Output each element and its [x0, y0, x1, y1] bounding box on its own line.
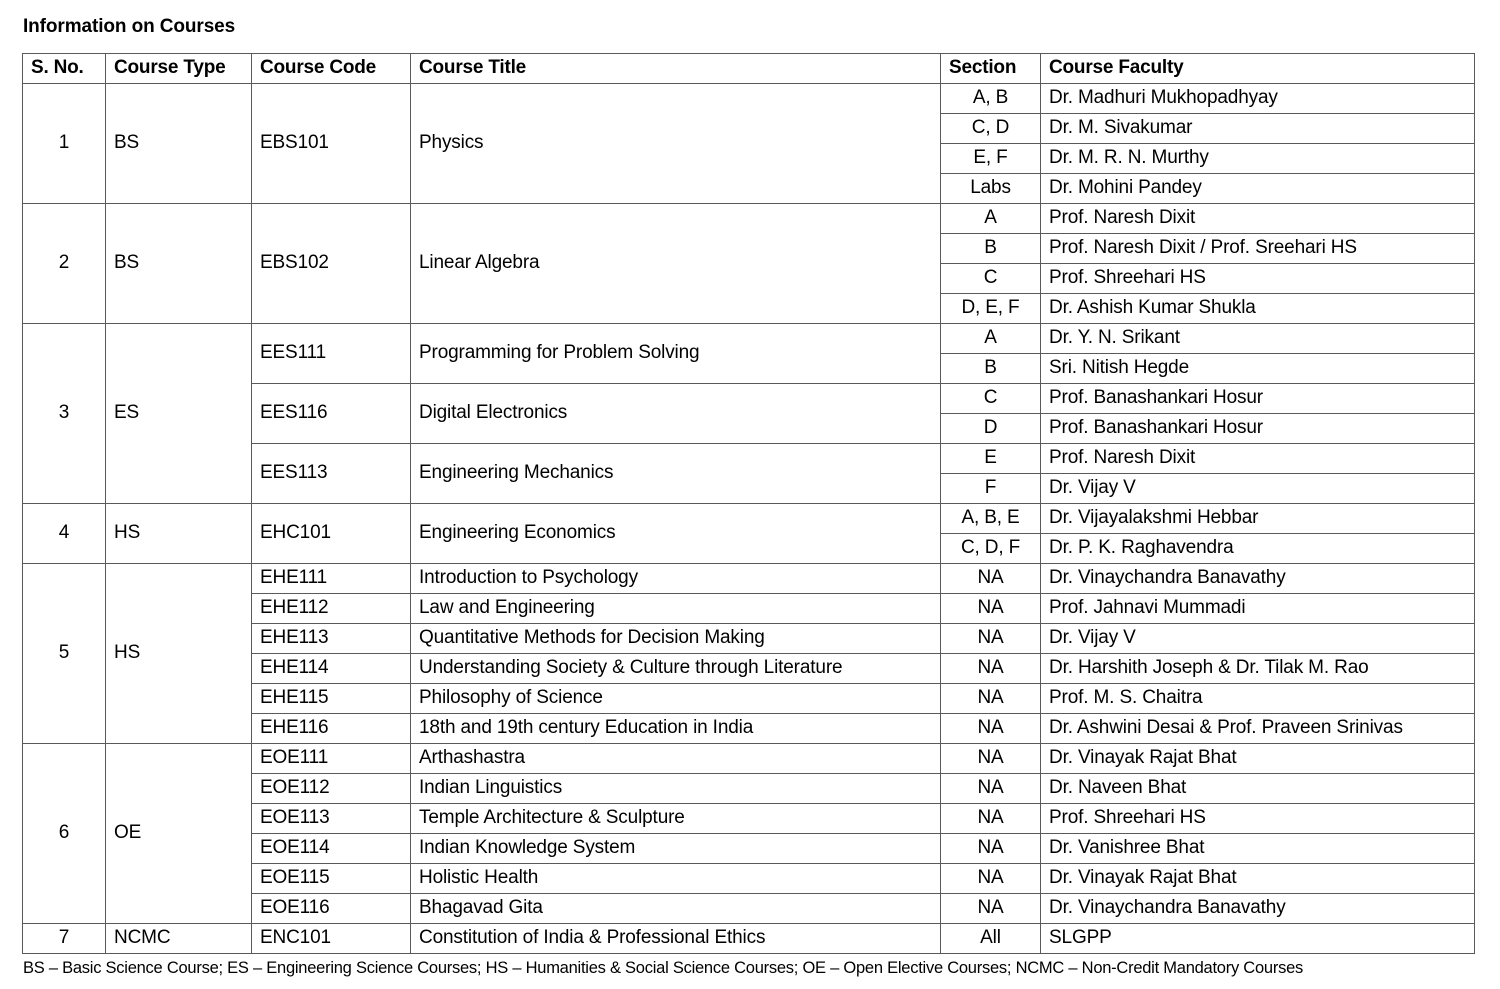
cell-section: A, B	[941, 83, 1041, 113]
cell-section: NA	[941, 623, 1041, 653]
table-row	[23, 203, 1475, 233]
cell-course-code: EOE115	[252, 863, 411, 893]
cell-section: C, D	[941, 113, 1041, 143]
cell-course-faculty: Dr. Vinayak Rajat Bhat	[1041, 743, 1475, 773]
cell-course-title: Physics	[411, 83, 941, 203]
page-title: Information on Courses	[23, 16, 236, 37]
cell-section: F	[941, 473, 1041, 503]
cell-course-faculty: Dr. M. R. N. Murthy	[1041, 143, 1475, 173]
cell-course-type: OE	[106, 743, 252, 923]
cell-course-title: Indian Knowledge System	[411, 833, 941, 863]
cell-course-title: Constitution of India & Professional Ethics	[411, 923, 941, 953]
cell-course-code: EBS101	[252, 83, 411, 203]
cell-course-code: EOE112	[252, 773, 411, 803]
cell-course-faculty: Dr. Ashish Kumar Shukla	[1041, 293, 1475, 323]
table-body	[23, 83, 1475, 953]
cell-course-title: Digital Electronics	[411, 383, 941, 443]
cell-course-title: Law and Engineering	[411, 593, 941, 623]
cell-course-title: Understanding Society & Culture through Literature	[411, 653, 941, 683]
cell-course-code: ENC101	[252, 923, 411, 953]
table-row	[23, 503, 1475, 533]
cell-section: Labs	[941, 173, 1041, 203]
cell-section: All	[941, 923, 1041, 953]
cell-section: E	[941, 443, 1041, 473]
column-header-course-type: Course Type	[106, 53, 252, 83]
cell-course-faculty: Dr. Mohini Pandey	[1041, 173, 1475, 203]
cell-section: B	[941, 233, 1041, 263]
cell-course-faculty: Dr. Ashwini Desai & Prof. Praveen Srinivas	[1041, 713, 1475, 743]
cell-sno: 3	[23, 323, 106, 503]
cell-course-title: 18th and 19th century Education in India	[411, 713, 941, 743]
cell-course-faculty: Prof. Banashankari Hosur	[1041, 383, 1475, 413]
cell-course-faculty: Dr. M. Sivakumar	[1041, 113, 1475, 143]
cell-course-type: NCMC	[106, 923, 252, 953]
cell-section: A	[941, 203, 1041, 233]
cell-course-faculty: Dr. Vijayalakshmi Hebbar	[1041, 503, 1475, 533]
cell-course-code: EOE111	[252, 743, 411, 773]
cell-course-type: BS	[106, 203, 252, 323]
cell-section: B	[941, 353, 1041, 383]
cell-course-faculty: Prof. M. S. Chaitra	[1041, 683, 1475, 713]
cell-course-faculty: Dr. Vanishree Bhat	[1041, 833, 1475, 863]
cell-course-code: EHE111	[252, 563, 411, 593]
cell-section: NA	[941, 593, 1041, 623]
cell-course-faculty: Dr. Vinaychandra Banavathy	[1041, 893, 1475, 923]
cell-section: NA	[941, 893, 1041, 923]
cell-course-faculty: Dr. Vinaychandra Banavathy	[1041, 563, 1475, 593]
cell-course-code: EHE113	[252, 623, 411, 653]
table-row	[23, 563, 1475, 593]
table-row	[23, 323, 1475, 353]
cell-sno: 6	[23, 743, 106, 923]
cell-section: C, D, F	[941, 533, 1041, 563]
cell-section: NA	[941, 863, 1041, 893]
column-header-course-code: Course Code	[252, 53, 411, 83]
cell-course-faculty: Dr. Vijay V	[1041, 473, 1475, 503]
cell-course-title: Introduction to Psychology	[411, 563, 941, 593]
cell-sno: 7	[23, 923, 106, 953]
cell-course-title: Engineering Economics	[411, 503, 941, 563]
cell-course-faculty: Dr. Madhuri Mukhopadhyay	[1041, 83, 1475, 113]
cell-course-code: EES111	[252, 323, 411, 383]
cell-section: NA	[941, 833, 1041, 863]
cell-section: D	[941, 413, 1041, 443]
cell-sno: 2	[23, 203, 106, 323]
cell-course-faculty: Prof. Banashankari Hosur	[1041, 413, 1475, 443]
cell-section: D, E, F	[941, 293, 1041, 323]
cell-course-faculty: Dr. Harshith Joseph & Dr. Tilak M. Rao	[1041, 653, 1475, 683]
table-row	[23, 923, 1475, 953]
cell-course-type: ES	[106, 323, 252, 503]
column-header-sno: S. No.	[23, 53, 106, 83]
cell-course-code: EOE113	[252, 803, 411, 833]
cell-course-title: Programming for Problem Solving	[411, 323, 941, 383]
cell-course-faculty: Prof. Naresh Dixit	[1041, 203, 1475, 233]
cell-course-faculty: Dr. Vinayak Rajat Bhat	[1041, 863, 1475, 893]
cell-section: NA	[941, 773, 1041, 803]
cell-course-code: EES116	[252, 383, 411, 443]
header-row	[23, 53, 1475, 83]
cell-course-title: Philosophy of Science	[411, 683, 941, 713]
cell-course-title: Engineering Mechanics	[411, 443, 941, 503]
cell-course-title: Arthashastra	[411, 743, 941, 773]
cell-course-faculty: Dr. Naveen Bhat	[1041, 773, 1475, 803]
cell-course-title: Linear Algebra	[411, 203, 941, 323]
table-header	[23, 53, 1475, 83]
cell-section: NA	[941, 683, 1041, 713]
cell-section: A, B, E	[941, 503, 1041, 533]
cell-course-code: EOE114	[252, 833, 411, 863]
cell-sno: 4	[23, 503, 106, 563]
cell-section: C	[941, 383, 1041, 413]
cell-section: C	[941, 263, 1041, 293]
cell-course-code: EHE112	[252, 593, 411, 623]
cell-course-faculty: Dr. P. K. Raghavendra	[1041, 533, 1475, 563]
cell-course-faculty: SLGPP	[1041, 923, 1475, 953]
cell-course-title: Quantitative Methods for Decision Making	[411, 623, 941, 653]
legend-footnote: BS – Basic Science Course; ES – Engineering Science Courses; HS – Humanities & Social Science Courses; OE – Open Elective Courses; NCMC – Non-Credit Mandatory Courses	[23, 958, 1303, 977]
cell-course-faculty: Prof. Shreehari HS	[1041, 803, 1475, 833]
cell-course-faculty: Dr. Y. N. Srikant	[1041, 323, 1475, 353]
cell-sno: 5	[23, 563, 106, 743]
cell-sno: 1	[23, 83, 106, 203]
cell-course-code: EHE114	[252, 653, 411, 683]
table-row	[23, 743, 1475, 773]
column-header-section: Section	[941, 53, 1041, 83]
cell-section: NA	[941, 713, 1041, 743]
cell-course-code: EOE116	[252, 893, 411, 923]
cell-section: A	[941, 323, 1041, 353]
cell-course-faculty: Prof. Naresh Dixit	[1041, 443, 1475, 473]
cell-course-code: EHE116	[252, 713, 411, 743]
cell-course-type: HS	[106, 563, 252, 743]
cell-course-title: Indian Linguistics	[411, 773, 941, 803]
table-row	[23, 83, 1475, 113]
cell-course-type: BS	[106, 83, 252, 203]
cell-course-type: HS	[106, 503, 252, 563]
cell-course-title: Holistic Health	[411, 863, 941, 893]
cell-course-title: Bhagavad Gita	[411, 893, 941, 923]
cell-course-title: Temple Architecture & Sculpture	[411, 803, 941, 833]
cell-section: NA	[941, 653, 1041, 683]
cell-course-faculty: Dr. Vijay V	[1041, 623, 1475, 653]
courses-table	[22, 53, 1475, 954]
cell-course-faculty: Prof. Shreehari HS	[1041, 263, 1475, 293]
cell-section: E, F	[941, 143, 1041, 173]
cell-course-code: EHC101	[252, 503, 411, 563]
cell-course-faculty: Prof. Naresh Dixit / Prof. Sreehari HS	[1041, 233, 1475, 263]
column-header-course-title: Course Title	[411, 53, 941, 83]
column-header-course-faculty: Course Faculty	[1041, 53, 1475, 83]
cell-course-code: EBS102	[252, 203, 411, 323]
cell-section: NA	[941, 563, 1041, 593]
cell-course-faculty: Prof. Jahnavi Mummadi	[1041, 593, 1475, 623]
cell-section: NA	[941, 743, 1041, 773]
cell-course-faculty: Sri. Nitish Hegde	[1041, 353, 1475, 383]
cell-course-code: EHE115	[252, 683, 411, 713]
cell-section: NA	[941, 803, 1041, 833]
cell-course-code: EES113	[252, 443, 411, 503]
